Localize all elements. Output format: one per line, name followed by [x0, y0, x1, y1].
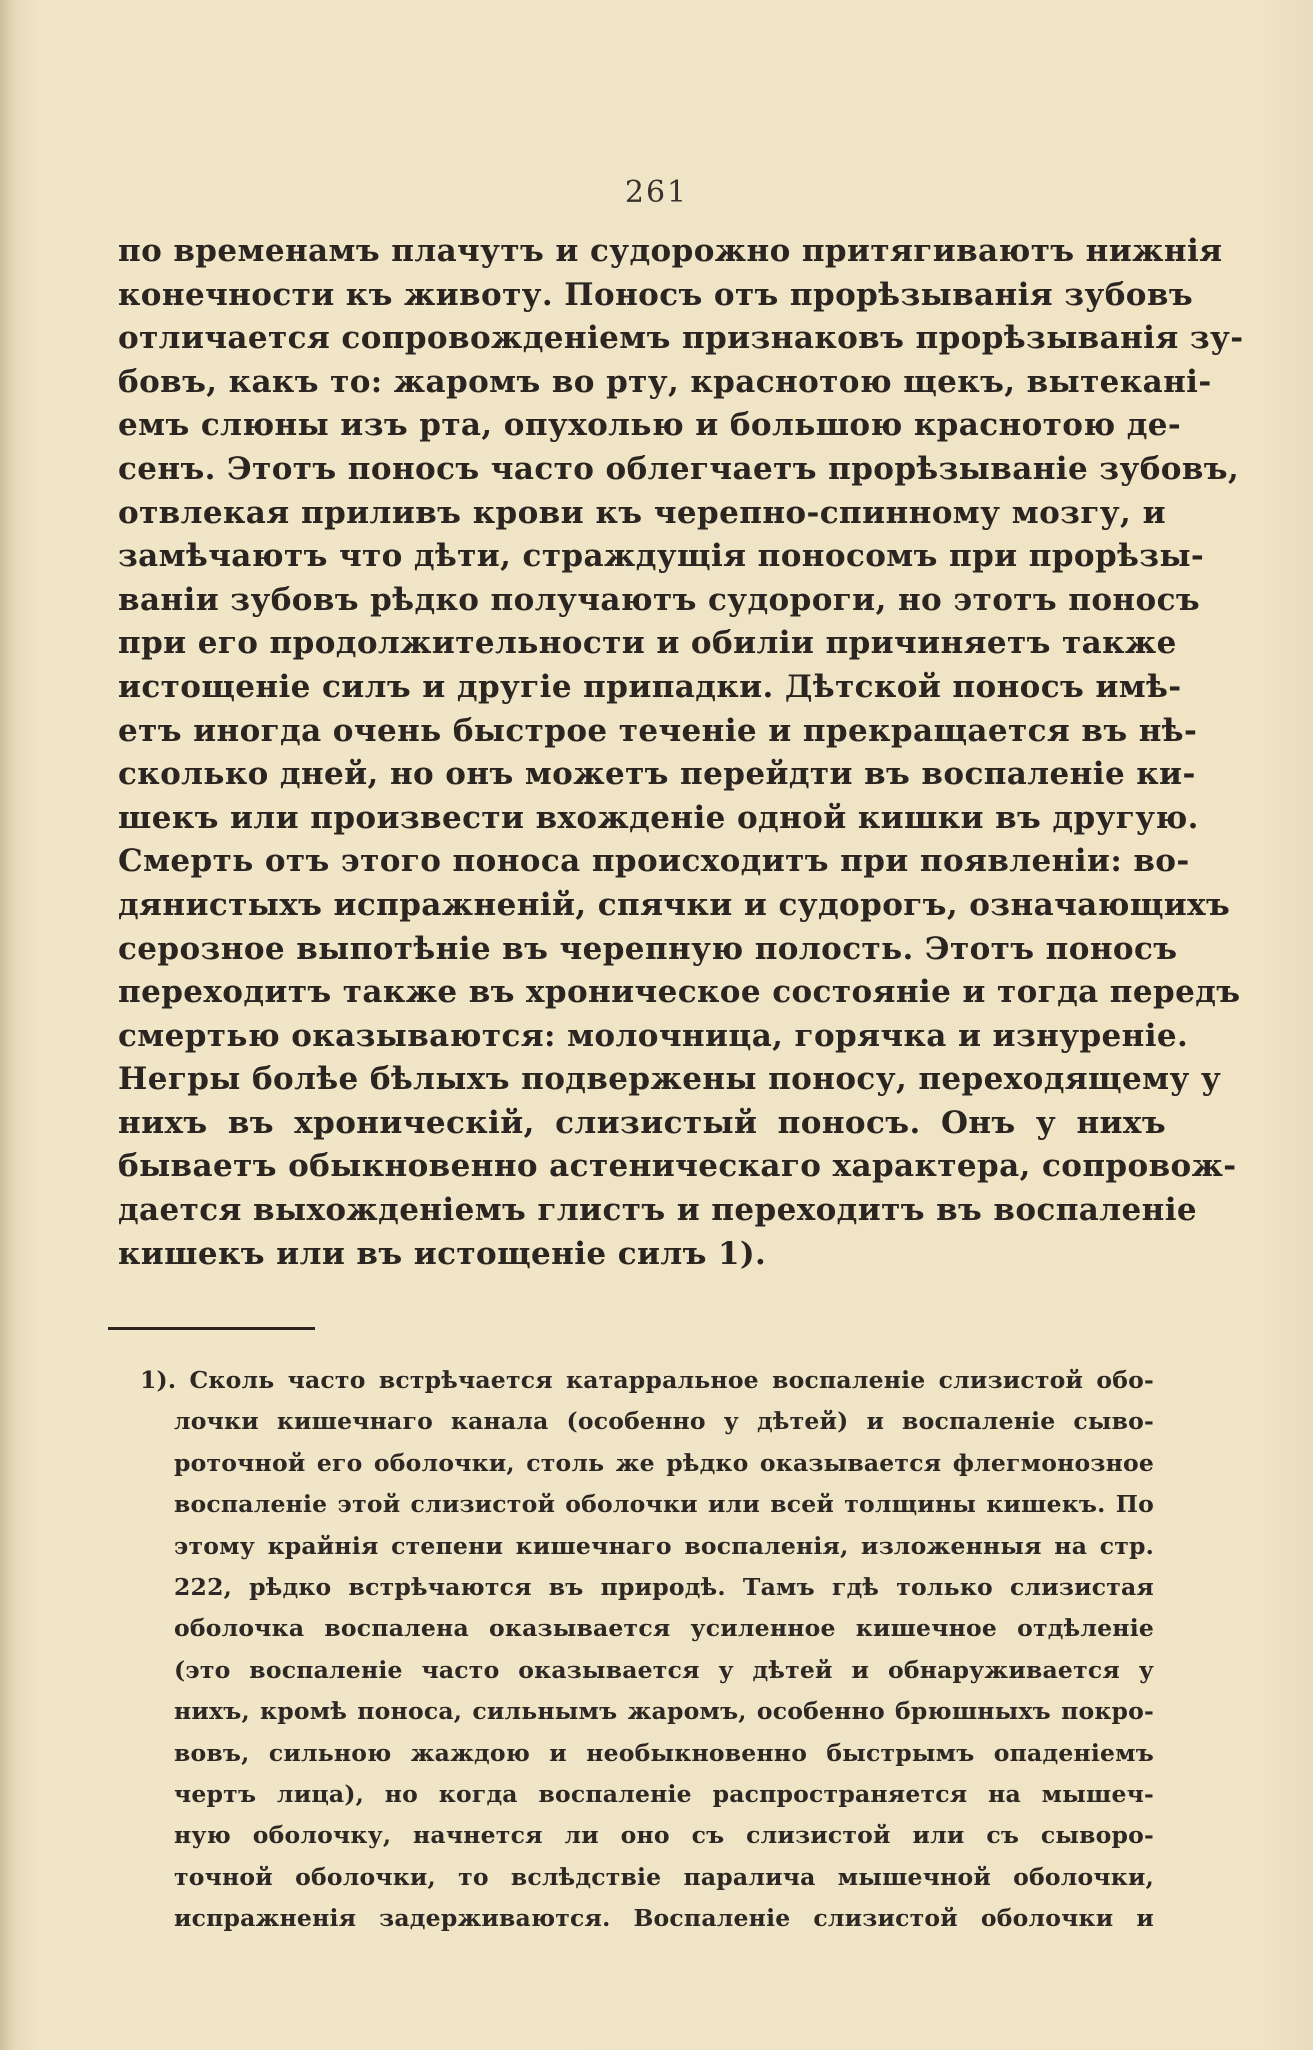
text-line: сенъ. Этотъ поносъ часто облегчаетъ прорѣзываніе зубовъ,	[118, 450, 1240, 487]
footnote-line: лочки кишечнаго канала (особенно у дѣтей) и воспаленіе сыво-	[174, 1407, 1154, 1436]
text-line: кишекъ или въ истощеніе силъ 1).	[118, 1235, 767, 1272]
text-line: отличается сопровожденіемъ признаковъ прорѣзыванія зу-	[118, 320, 1244, 357]
page-number: 261	[624, 175, 689, 210]
text-line: по временамъ плачутъ и судорожно притягиваютъ нижнія	[118, 233, 1223, 269]
text-line: переходитъ также въ хроническое состояніе и тогда передъ	[118, 974, 1241, 1011]
text-line: конечности къ животу. Поносъ отъ прорѣзыванія зубовъ	[118, 276, 1193, 313]
footnote-line: ную оболочку, начнется ли оно съ слизистой или съ сыворо-	[174, 1821, 1154, 1850]
text-line: дянистыхъ испражненій, спячки и судорогъ, означающихъ	[118, 886, 1231, 923]
text-line: шекъ или произвести вхожденіе одной кишки въ другую.	[118, 799, 1199, 836]
text-line: истощеніе силъ и другіе припадки. Дѣтской поносъ имѣ-	[118, 668, 1182, 705]
footnote-line: нихъ, кромѣ поноса, сильнымъ жаромъ, особенно брюшныхъ покро-	[174, 1697, 1154, 1726]
text-line: ваніи зубовъ рѣдко получаютъ судороги, но этотъ поносъ	[118, 581, 1201, 618]
footnote-line: роточной его оболочки, столь же рѣдко оказывается флегмонозное	[174, 1448, 1154, 1477]
text-line: етъ иногда очень быстрое теченіе и прекращается въ нѣ-	[118, 712, 1198, 749]
footnote-line: оболочка воспалена оказывается усиленное кишечное отдѣленіе	[174, 1614, 1154, 1643]
footnote-line: точной оболочки, то вслѣдствіе паралича мышечной оболочки,	[174, 1862, 1154, 1891]
text-line: замѣчаютъ что дѣти, страждущія поносомъ при прорѣзы-	[118, 538, 1205, 575]
footnote-line: испражненія задерживаются. Воспаленіе слизистой оболочки и	[174, 1904, 1154, 1933]
text-line: серозное выпотѣніе въ черепную полость. Этотъ поносъ	[118, 930, 1178, 967]
text-line: отвлекая приливъ крови къ черепно-спинному мозгу, и	[118, 494, 1166, 531]
text-line: емъ слюны изъ рта, опухолью и большою краснотою де-	[118, 407, 1182, 444]
text-line: при его продолжительности и обиліи причиняетъ также	[118, 625, 1177, 662]
footnote-line: вовъ, сильною жаждою и необыкновенно быстрымъ опаденіемъ	[174, 1738, 1154, 1767]
footnote-line: чертъ лица), но когда воспаленіе распространяется на мышеч-	[174, 1780, 1154, 1809]
footnote-line: (это воспаленіе часто оказывается у дѣтей и обнаруживается у	[174, 1655, 1154, 1684]
footnote	[140, 1360, 1154, 1940]
text-line: бываетъ обыкновенно астеническаго характера, сопровож-	[118, 1148, 1237, 1185]
main-text	[118, 230, 1244, 1276]
footnote-line: воспаленіе этой слизистой оболочки или всей толщины кишекъ. По	[174, 1490, 1154, 1519]
text-line: бовъ, какъ то: жаромъ во рту, краснотою щекъ, вытеканi-	[118, 363, 1212, 400]
footnote-line: этому крайнія степени кишечнаго воспаленія, изложенныя на стр.	[174, 1531, 1154, 1560]
text-line: Смерть отъ этого поноса происходитъ при появленіи: во-	[118, 843, 1190, 880]
footnote-divider	[108, 1327, 315, 1330]
text-line: Негры болѣе бѣлыхъ подвержены поносу, переходящему у	[118, 1061, 1222, 1098]
footnote-line: 222, рѣдко встрѣчаются въ природѣ. Тамъ гдѣ только слизистая	[174, 1573, 1154, 1602]
text-line: смертью оказываются: молочница, горячка и изнуреніе.	[118, 1017, 1189, 1054]
text-line: сколько дней, но онъ можетъ перейдти въ воспаленіе ки-	[118, 756, 1196, 793]
footnote-line: 1). Сколь часто встрѣчается катарральное воспаленіе слизистой обо-	[140, 1366, 1154, 1394]
text-line: дается выхожденіемъ глистъ и переходитъ въ воспаленіе	[118, 1192, 1198, 1229]
text-line: нихъ въ хроническій, слизистый поносъ. Онъ у нихъ	[118, 1104, 1166, 1141]
